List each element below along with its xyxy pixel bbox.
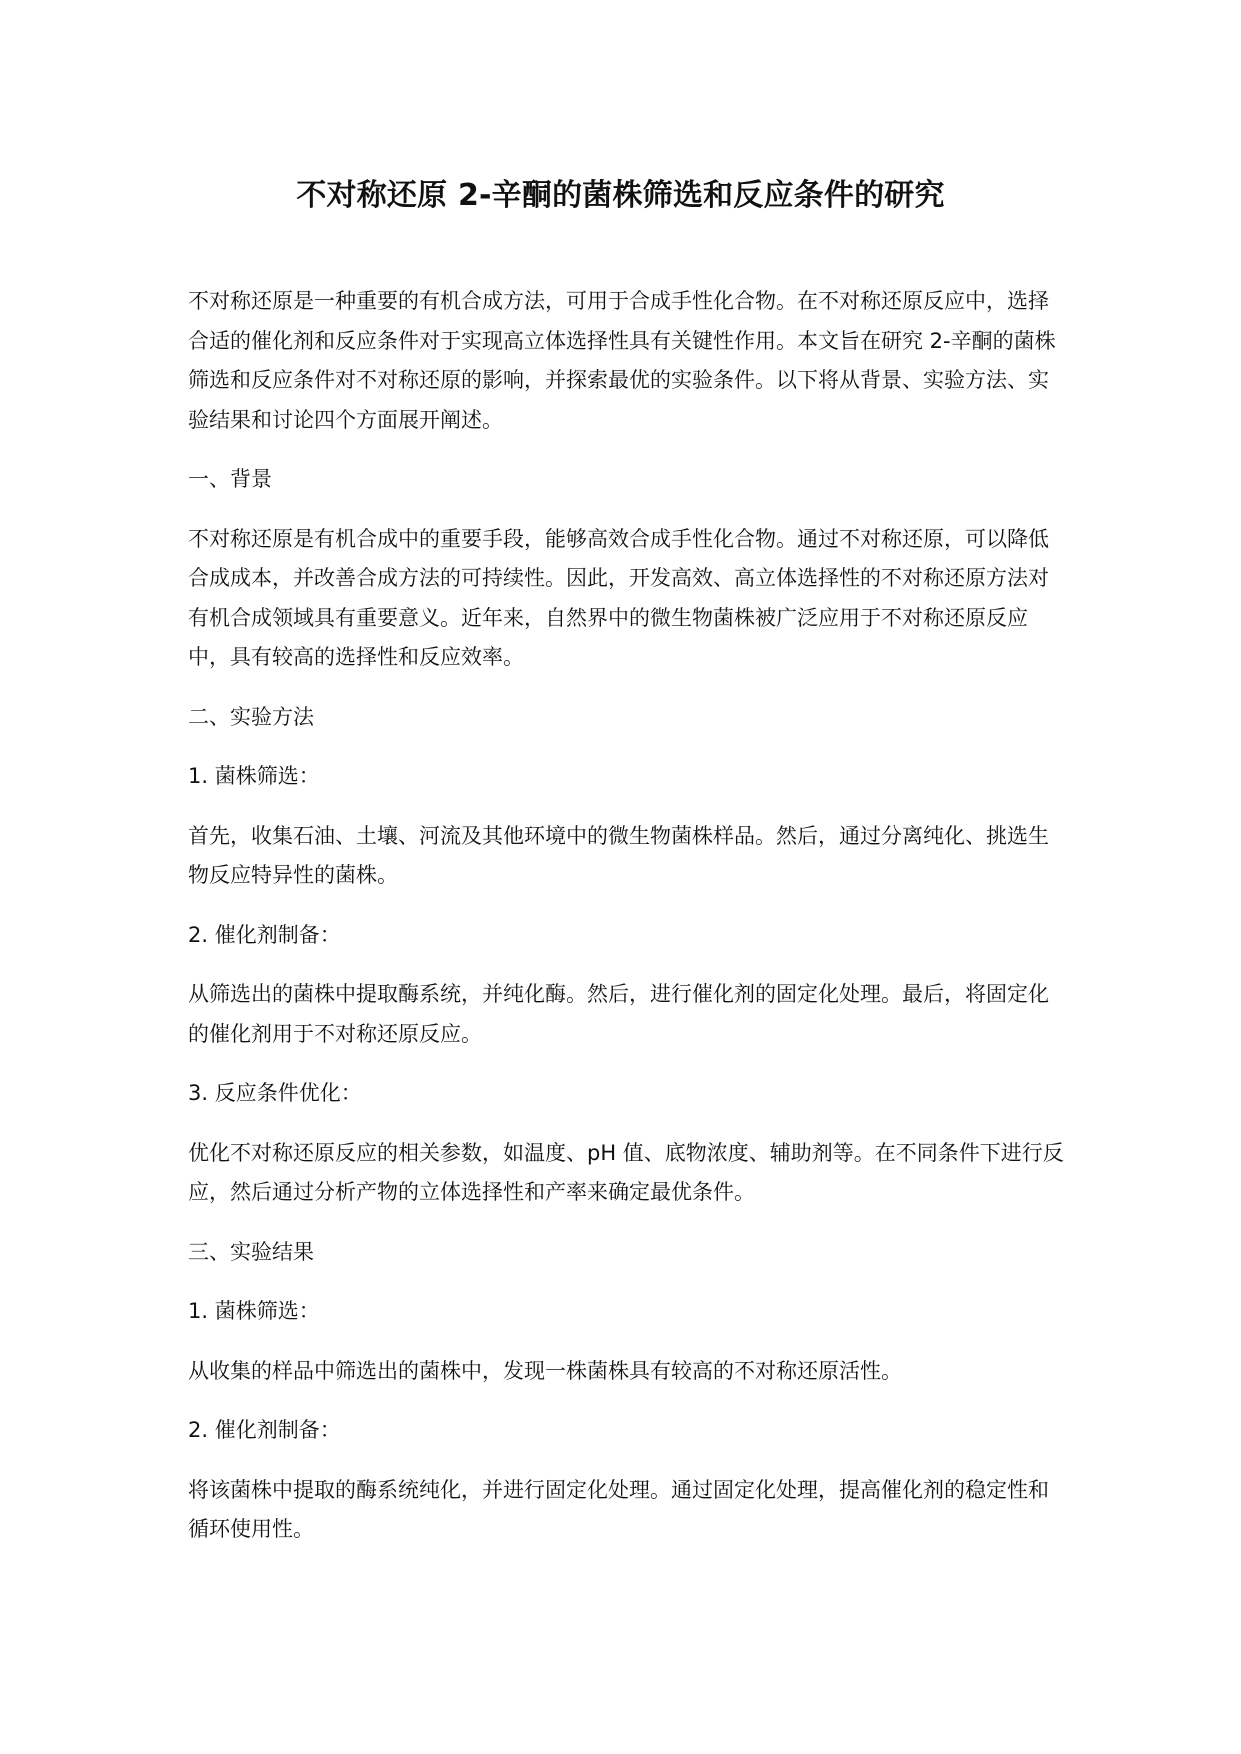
subheading-strain-screening: 1. 菌株筛选： xyxy=(188,764,320,788)
document-title: 不对称还原 2-辛酮的菌株筛选和反应条件的研究 xyxy=(296,178,945,213)
results-catalyst-preparation-paragraph: 将该菌株中提取的酶系统纯化，并进行固定化处理。通过固定化处理，提高催化剂的稳定性和循环使用性。 xyxy=(188,1477,1049,1541)
condition-optimization-paragraph: 优化不对称还原反应的相关参数，如温度、pH 值、底物浓度、辅助剂等。在不同条件下进行反应，然后通过分析产物的立体选择性和产率来确定最优条件。 xyxy=(188,1140,1064,1204)
subheading-condition-optimization: 3. 反应条件优化： xyxy=(188,1081,362,1105)
document-body xyxy=(188,282,1068,1570)
subheading-results-catalyst-preparation: 2. 催化剂制备： xyxy=(188,1418,341,1442)
intro-paragraph: 不对称还原是一种重要的有机合成方法，可用于合成手性化合物。在不对称还原反应中，选择合适的催化剂和反应条件对于实现高立体选择性具有关键性作用。本文旨在研究 2-辛酮的菌株筛选和反应条件对不对称还原的影响，并探索最优的实验条件。以下将从背景、实验方法、实验结果和讨论四个方面展开阐述。 xyxy=(188,289,1056,432)
section-heading-results: 三、实验结果 xyxy=(188,1239,314,1264)
results-strain-screening-paragraph: 从收集的样品中筛选出的菌株中，发现一株菌株具有较高的不对称还原活性。 xyxy=(188,1358,902,1383)
strain-screening-paragraph: 首先，收集石油、土壤、河流及其他环境中的微生物菌株样品。然后，通过分离纯化、挑选生物反应特异性的菌株。 xyxy=(188,823,1049,887)
subheading-results-strain-screening: 1. 菌株筛选： xyxy=(188,1299,320,1323)
background-paragraph: 不对称还原是有机合成中的重要手段，能够高效合成手性化合物。通过不对称还原，可以降低合成成本，并改善合成方法的可持续性。因此，开发高效、高立体选择性的不对称还原方法对有机合成领域具有重要意义。近年来，自然界中的微生物菌株被广泛应用于不对称还原反应中，具有较高的选择性和反应效率。 xyxy=(188,526,1049,669)
subheading-catalyst-preparation: 2. 催化剂制备： xyxy=(188,922,341,947)
section-heading-methods: 二、实验方法 xyxy=(188,704,314,729)
section-heading-background: 一、背景 xyxy=(188,467,272,491)
catalyst-preparation-paragraph: 从筛选出的菌株中提取酶系统，并纯化酶。然后，进行催化剂的固定化处理。最后，将固定化的催化剂用于不对称还原反应。 xyxy=(188,982,1049,1046)
